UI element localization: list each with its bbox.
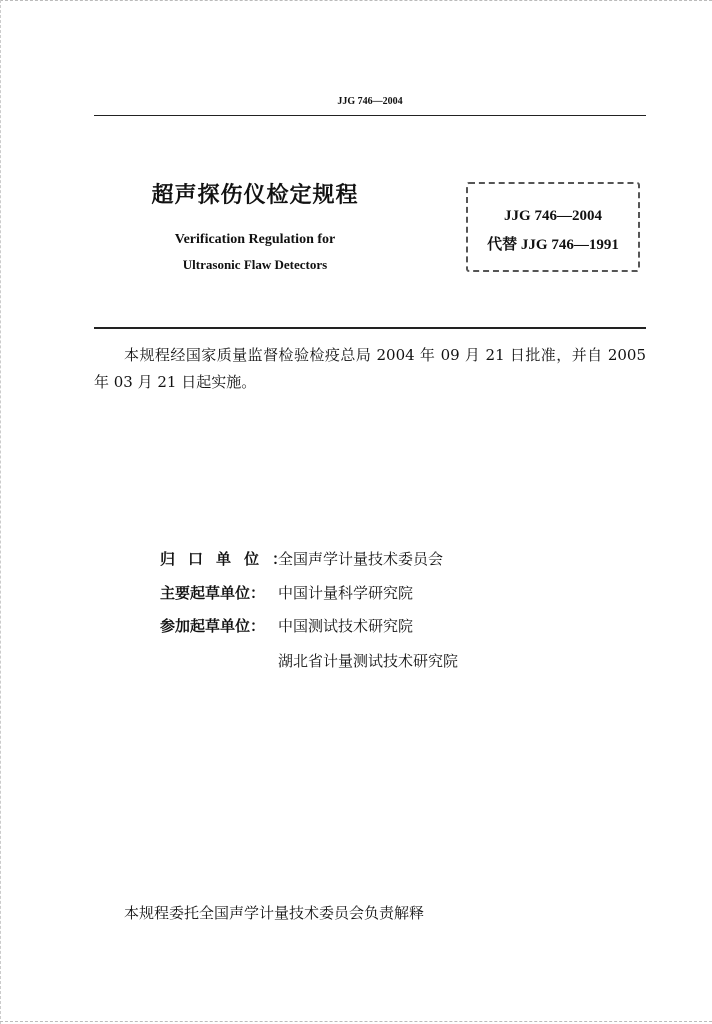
main-drafter-value: 中国计量科学研究院 [278,584,414,602]
org-row-responsible [160,548,443,569]
section-rule [94,327,646,329]
title-chinese: 超声探伤仪检定规程 [151,183,359,208]
scan-edge-top [0,0,712,2]
participating-drafter-value-1: 中国测试技术研究院 [278,617,414,635]
standard-code-box [466,182,640,272]
scan-edge-bottom [0,1021,712,1023]
main-drafter-label: 主要起草单位： [160,584,266,602]
title-english-line2: Ultrasonic Flaw Detectors [182,257,328,272]
replaces-code: 代替 JJG 746—1991 [487,237,619,253]
org-row-main-drafter [160,582,413,603]
responsible-unit-label: 归口单位： [160,550,301,568]
participating-drafter-value-2: 湖北省计量测试技术研究院 [278,652,459,670]
standard-code: JJG 746—2004 [504,208,602,224]
header-rule [94,115,646,116]
org-row-participating-2 [278,650,458,671]
interpretation-note: 本规程委托全国声学计量技术委员会负责解释 [124,904,425,922]
org-row-participating [160,615,413,636]
approval-text: 本规程经国家质量监督检验检疫总局 2004 年 09 月 21 日批准，并自 2005 年 03 月 21 日起实施。 [94,346,646,391]
approval-statement [94,342,646,396]
responsible-unit-value: 全国声学计量技术委员会 [278,550,444,568]
running-header-code: JJG 746—2004 [337,96,403,107]
scan-edge-left [0,0,2,1024]
title-english-line1: Verification Regulation for [174,232,336,247]
participating-drafter-label: 参加起草单位： [160,617,266,635]
